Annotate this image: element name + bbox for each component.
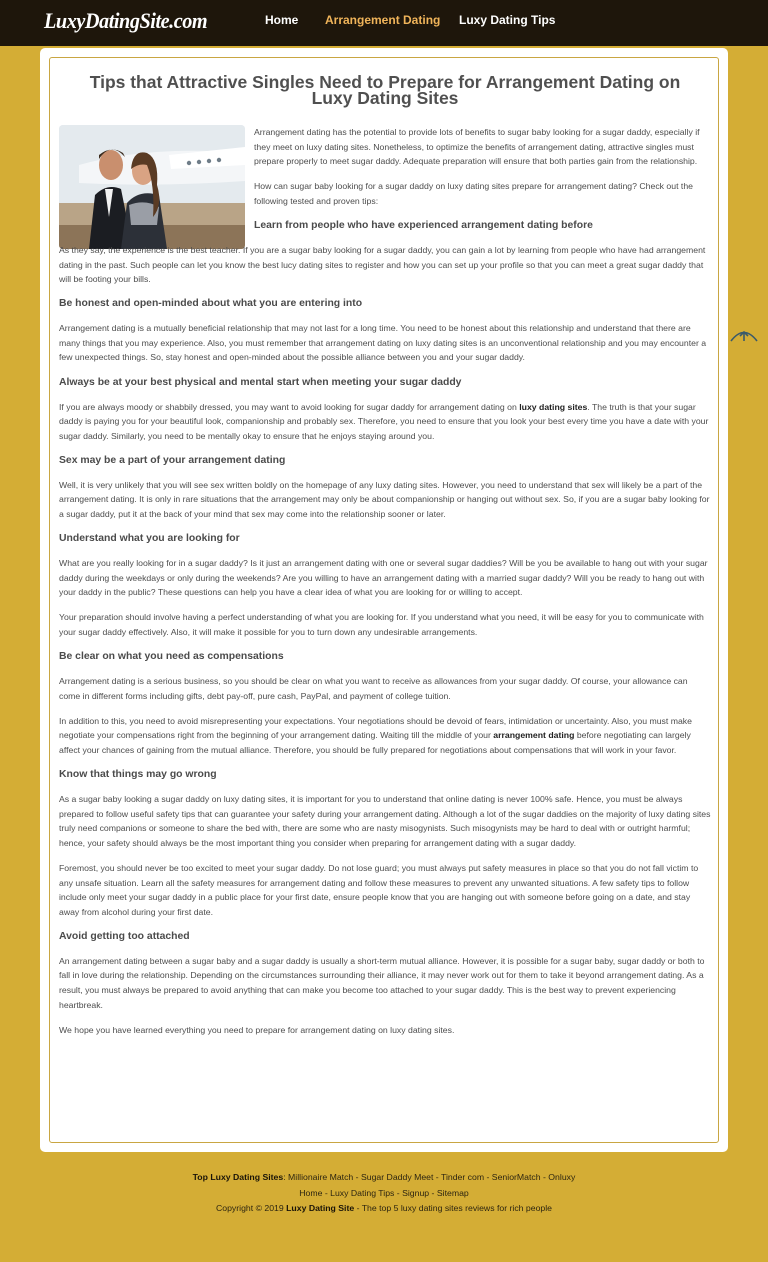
paragraph-learn: As they say, the experience is the best teacher. If you are a sugar baby looking for a sugar daddy, you can gain a lot by learning from people who have had arrangement dating in the past. Such people can let you know the best lucy dating sites to register and how you can set up your profile so that you can meet a great sugar daddy that will be footing your bills. [59, 244, 706, 285]
copyright-brand[interactable]: Luxy Dating Site [286, 1203, 355, 1213]
arrangement-dating-link[interactable]: arrangement dating [493, 730, 575, 741]
site-logo[interactable]: LuxyDatingSite.com [44, 8, 208, 33]
article-frame [49, 57, 719, 1143]
heading-compensations: Be clear on what you need as compensations [59, 651, 284, 663]
site-footer [0, 1170, 768, 1217]
copyright-prefix: Copyright © 2019 [215, 1203, 287, 1213]
paragraph-physical-text-b: . The truth is that your sugar daddy is paying you for your beautiful look, companionship and probably sex. Therefore, you need to ensure that you look your best every time you have a date with your sugar daddy. Similarly, you need to be mentally okay to ensure that he enjoys staying around you. [59, 401, 709, 441]
paragraph-physical [59, 400, 711, 444]
heading-avoid-attached: Avoid getting too attached [59, 930, 190, 942]
footer-top-sites [0, 1170, 768, 1186]
footer-top-sites-label: Top Luxy Dating Sites [192, 1172, 284, 1182]
luxy-dating-sites-link[interactable]: luxy dating sites [519, 401, 588, 412]
nav-arrangement-dating[interactable]: Arrangement Dating [325, 13, 441, 27]
paragraph-attached: An arrangement dating between a sugar baby and a sugar daddy is usually a short-term mutual alliance. However, it is possible for a sugar baby, sugar daddy or both to fall in love during the relationship. Depending on the circumstances surrounding their alliance, it may never work out for them to take it beyond arrangement dating. As a result, you must always be prepared to avoid anything that can make you become too attached to your sugar daddy. This is the best way to prevent experiencing heartbreak. [59, 955, 705, 1010]
top-navigation-bar [0, 0, 768, 46]
scroll-top-icon[interactable] [729, 326, 759, 342]
paragraph-compensations-text-a: In addition to this, you need to avoid misrepresenting your expectations. Your negotiations should be devoid of fears, intimidation or uncertainty. Also, you must make negotiate your compensations right from the beginning of your arrangement dating. Waiting till the middle of your [59, 715, 692, 741]
paragraph-closing: We hope you have learned everything you need to prepare for arrangement dating on luxy dating sites. [59, 1024, 455, 1035]
heading-understand-looking-for: Understand what you are looking for [59, 533, 240, 545]
article-card [40, 48, 728, 1152]
paragraph-understand-1: What are you really looking for in a sugar daddy? Is it just an arrangement dating with one or several sugar daddies? Will be you be available to hang out with your sugar daddy during the weekdays or only during the weekends? Are you willing to have an arrangement dating with a married sugar daddy? Will you be ready to hang out with your daddy in the public? These questions can help you have a clear idea of what you are looking for or willing to accept. [59, 558, 708, 598]
footer-links[interactable]: Home - Luxy Dating Tips - Signup - Sitemap [299, 1187, 469, 1198]
main-nav [0, 13, 768, 33]
heading-be-honest: Be honest and open-minded about what you are entering into [59, 298, 363, 310]
paragraph-sex: Well, it is very unlikely that you will see sex written boldly on the homepage of any luxy dating sites. However, you need to understand that sex will likely be a part of the arrangement dating. It is only in rare situations that the arrangement may only be about companionship or hanging out without sex. So, if you are a sugar baby looking for a sugar daddy, put it at the back of your mind that sex may come into the relationship sooner or later. [59, 479, 710, 519]
paragraph-compensations-1: Arrangement dating is a serious business, so you should be clear on what you want to receive as allowances from your sugar daddy. Of course, your allowance can come in different forms including gifts, debt pay-off, pure cash, PayPal, and payment of college tuition. [59, 676, 688, 701]
paragraph-compensations-2 [59, 714, 711, 758]
intro-paragraph-1: Arrangement dating has the potential to provide lots of benefits to sugar baby looking for a sugar daddy, especially if they meet on luxy dating sites. Nonetheless, to optimize the benefits of arrangement dating, attractive singles must prepare properly to meet sugar daddy. Adequate preparation will ensure that both parties gain from the relationship. [254, 127, 700, 167]
nav-home[interactable]: Home [265, 13, 299, 27]
heading-best-physical-mental: Always be at your best physical and mental start when meeting your sugar daddy [59, 376, 462, 388]
article-body [59, 125, 711, 1048]
footer-sites-list[interactable]: : Millionaire Match - Sugar Daddy Meet - Tinder com - SeniorMatch - Onluxy [283, 1172, 576, 1182]
intro-paragraph-2: How can sugar baby looking for a sugar daddy on luxy dating sites prepare for arrangement dating? Check out the following tested and proven tips: [254, 181, 693, 206]
heading-things-go-wrong: Know that things may go wrong [59, 769, 217, 781]
intro-block [254, 125, 711, 232]
heading-sex-part: Sex may be a part of your arrangement dating [59, 454, 286, 466]
paragraph-wrong-1: As a sugar baby looking a sugar daddy on luxy dating sites, it is important for you to understand that online dating is never 100% safe. Hence, you must be always prepared to follow useful safety tips that can guarantee your safety during your arrangement dating. Although a lot of the sugar daddies on the majority of luxy dating sites truly need companions or someone to share the bed with, there are some who are nasty misogynists. Such misogynists may be hard to deal with or outright harmful; hence, your safety should always be the most important thing you consider when preparing for arrangement dating with a sugar daddy. [59, 794, 711, 848]
paragraph-physical-text-a: If you are always moody or shabbily dressed, you may want to avoid looking for sugar daddy for arrangement dating on [59, 401, 520, 412]
paragraph-wrong-2: Foremost, you should never be too excited to meet your sugar daddy. Do not lose guard; you must always put safety measures in place so that you do not fall victim to any unsafe situation. Learn all the safety measures for arrangement dating and follow these measures to prevent any unwanted situations. A few safety tips to follow include only meet your sugar daddy in a public place for your first date, ensure people know that you are hanging out with someone before going on a date, and stay away from alcohol during your first date. [59, 862, 699, 917]
nav-luxy-dating-tips[interactable]: Luxy Dating Tips [459, 13, 556, 27]
paragraph-compensations-text-b: before negotiating can largely affect your chances of gaining from the mutual alliance. Therefore, you should be fully prepared for negotiations about compensations that will work in your favor. [59, 730, 691, 755]
page-title: Tips that Attractive Singles Need to Prepare for Arrangement Dating on Luxy Dating Sites [89, 72, 681, 108]
footer-copyright [0, 1201, 768, 1217]
heading-learn-from-people: Learn from people who have experienced arrangement dating before [254, 219, 593, 231]
copyright-suffix: - The top 5 luxy dating sites reviews for rich people [354, 1203, 553, 1213]
paragraph-honest: Arrangement dating is a mutually beneficial relationship that may not last for a long time. You need to be honest about this relationship and understand that there are many things that you may experience. Also, you must remember that arrangement dating on luxy dating sites is an unconventional relationship and you may encounter a few unexpected things. So, stay honest and open-minded about the possible alliance between you and your sugar daddy. [59, 323, 707, 363]
paragraph-understand-2: Your preparation should involve having a perfect understanding of what you are looking for. If you understand what you need, it will be easy for you to communicate with your sugar daddy effectively. Also, it will make it possible for you to turn down any undesirable arrangements. [59, 612, 704, 637]
